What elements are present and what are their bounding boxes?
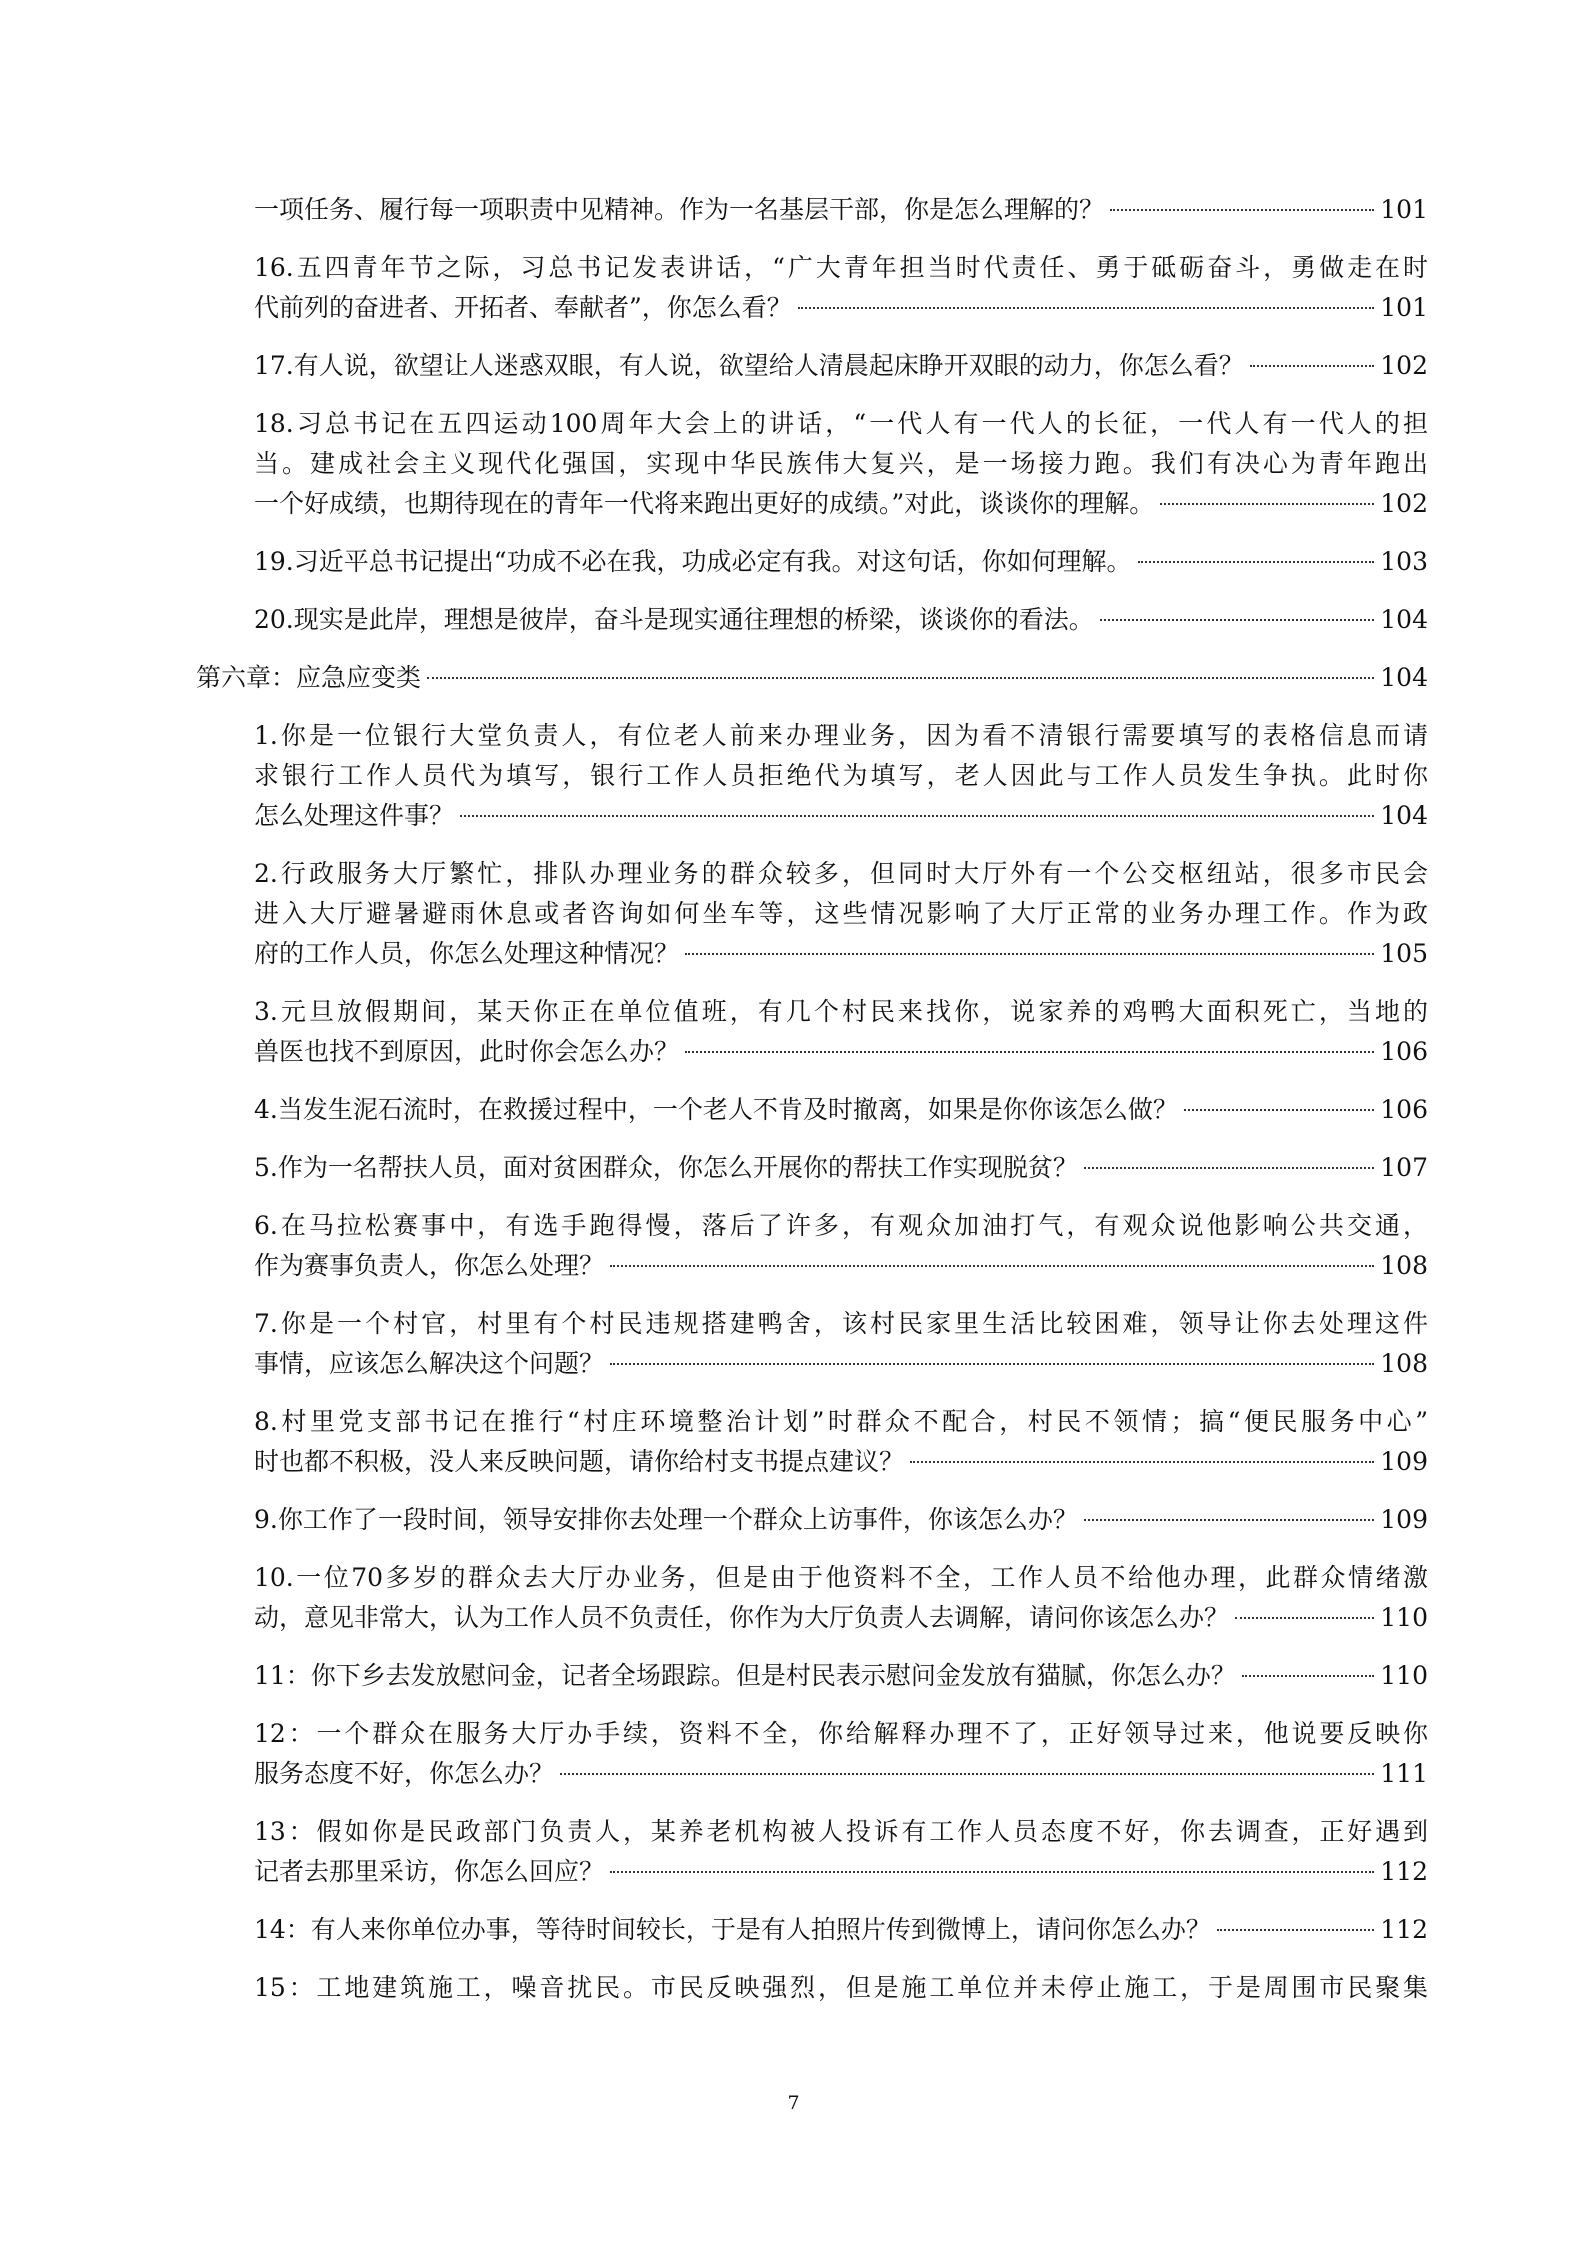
toc-page-number: 104 (1380, 605, 1428, 634)
toc-entry[interactable] (196, 1402, 1428, 1482)
toc-page-number: 112 (1380, 1915, 1428, 1944)
toc-entry-line: 一项任务、履行每一项职责中见精神。作为一名基层干部，你是怎么理解的？ (254, 195, 1105, 224)
toc-entry-line: 府的工作人员，你怎么处理这种情况？ (254, 939, 680, 968)
toc-entry-line: 17.有人说，欲望让人迷惑双眼，有人说，欲望给人清晨起床睁开双眼的动力，你怎么看？ (254, 351, 1244, 380)
toc-entry-line: 记者去那里采访，你怎么回应？ (254, 1857, 605, 1886)
toc-entry-last-line (254, 1598, 1428, 1638)
toc-page-number: 111 (1380, 1759, 1428, 1788)
toc-entry-line: 事情，应该怎么解决这个问题？ (254, 1349, 605, 1378)
dot-leader (560, 1773, 1374, 1775)
toc-entry-last-line (254, 484, 1428, 524)
dot-leader (910, 1461, 1374, 1463)
toc-entry-line: 9.你工作了一段时间，领导安排你去处理一个群众上访事件，你该怎么办？ (254, 1505, 1078, 1534)
toc-entry-line: 作为赛事负责人，你怎么处理？ (254, 1251, 605, 1280)
toc-entry[interactable] (196, 1304, 1428, 1384)
toc-entry-line: 2.行政服务大厅繁忙，排队办理业务的群众较多，但同时大厅外有一个公交枢纽站，很多市民会 (254, 859, 1428, 888)
toc-entry[interactable] (196, 1558, 1428, 1638)
toc-page-number: 106 (1380, 1095, 1428, 1124)
toc-chapter-entry[interactable] (196, 658, 1428, 698)
toc-entry-line: 一个好成绩，也期待现在的青年一代将来跑出更好的成绩。”对此，谈谈你的理解。 (254, 489, 1155, 518)
toc-entry-line: 1.你是一位银行大堂负责人，有位老人前来办理业务，因为看不清银行需要填写的表格信息而请 (254, 721, 1428, 750)
toc-entry-line: 13：假如你是民政部门负责人，某养老机构被人投诉有工作人员态度不好，你去调查，正好遇到 (254, 1817, 1428, 1846)
toc-entry[interactable] (196, 248, 1428, 328)
page-number: 7 (787, 2092, 800, 2114)
toc-entry[interactable] (196, 190, 1428, 230)
toc-entry-line: 18.习总书记在五四运动100周年大会上的讲话，“一代人有一代人的长征，一代人有一代人的担 (254, 409, 1428, 438)
toc-entry-last-line (254, 1442, 1428, 1482)
toc-entry[interactable] (196, 1090, 1428, 1130)
toc-entry-last-line (254, 1246, 1428, 1286)
toc-page-number: 106 (1380, 1037, 1428, 1066)
toc-entry[interactable] (196, 1812, 1428, 1892)
toc-entry-line: 第六章：应急应变类 (196, 663, 422, 692)
toc-page-number: 102 (1380, 489, 1428, 518)
toc-entry-line: 6.在马拉松赛事中，有选手跑得慢，落后了许多，有观众加油打气，有观众说他影响公共交通， (254, 1211, 1428, 1240)
toc-entry-last-line (196, 658, 1428, 698)
toc-page-number: 110 (1380, 1661, 1428, 1690)
toc-entry-last-line (254, 934, 1428, 974)
dot-leader (427, 677, 1374, 679)
toc-page-number: 108 (1380, 1349, 1428, 1378)
toc-entry-line: 3.元旦放假期间，某天你正在单位值班，有几个村民来找你，说家养的鸡鸭大面积死亡，当地的 (254, 997, 1428, 1026)
dot-leader (1217, 1929, 1374, 1931)
toc-entry-last-line (254, 600, 1428, 640)
dot-leader (1250, 365, 1375, 367)
dot-leader (1235, 1617, 1374, 1619)
dot-leader (685, 1051, 1374, 1053)
toc-entry-last-line (254, 190, 1428, 230)
dot-leader (1242, 1675, 1374, 1677)
toc-entry-line: 代前列的奋进者、开拓者、奉献者”，你怎么看？ (254, 293, 792, 322)
toc-entry[interactable] (196, 1910, 1428, 1950)
toc-entry-line: 5.作为一名帮扶人员，面对贫困群众，你怎么开展你的帮扶工作实现脱贫？ (254, 1153, 1078, 1182)
toc-entry[interactable] (196, 346, 1428, 386)
toc-entry-last-line (254, 1148, 1428, 1188)
toc-page-number: 110 (1380, 1603, 1428, 1632)
toc-entry-line: 4.当发生泥石流时，在救援过程中，一个老人不肯及时撤离，如果是你你该怎么做？ (254, 1095, 1178, 1124)
toc-entry-line: 动，意见非常大，认为工作人员不负责任，你作为大厅负责人去调解，请问你该怎么办？ (254, 1603, 1230, 1632)
toc-page-number: 107 (1380, 1153, 1428, 1182)
dot-leader (460, 815, 1374, 817)
toc-page-number: 105 (1380, 939, 1428, 968)
toc-entry-line: 进入大厅避暑避雨休息或者咨询如何坐车等，这些情况影响了大厅正常的业务办理工作。作为政 (254, 899, 1428, 928)
dot-leader (1084, 1167, 1374, 1169)
toc-entry-last-line (254, 796, 1428, 836)
toc-entry-line: 20.现实是此岸，理想是彼岸，奋斗是现实通往理想的桥梁，谈谈你的看法。 (254, 605, 1094, 634)
toc-page-number: 109 (1380, 1447, 1428, 1476)
toc-entry-last-line (254, 1656, 1428, 1696)
toc-entry-last-line (254, 542, 1428, 582)
dot-leader (1138, 561, 1375, 563)
toc-entry-line: 服务态度不好，你怎么办？ (254, 1759, 555, 1788)
toc-entry-line: 兽医也找不到原因，此时你会怎么办？ (254, 1037, 680, 1066)
toc-page-number: 103 (1380, 547, 1428, 576)
toc-page-number: 104 (1380, 801, 1428, 830)
toc-page-number: 112 (1380, 1857, 1428, 1886)
toc-page-number: 108 (1380, 1251, 1428, 1280)
dot-leader (1100, 619, 1375, 621)
toc-entry-line: 19.习近平总书记提出“功成不必在我，功成必定有我。对这句话，你如何理解。 (254, 547, 1132, 576)
toc-page-number: 109 (1380, 1505, 1428, 1534)
toc-entry[interactable] (196, 1206, 1428, 1286)
toc-entry[interactable] (196, 992, 1428, 1072)
toc-entry-last-line (254, 1344, 1428, 1384)
toc-entry[interactable] (196, 1148, 1428, 1188)
toc-entry-last-line (254, 346, 1428, 386)
dot-leader (685, 953, 1374, 955)
toc-entry[interactable] (196, 854, 1428, 974)
toc-entry-last-line (254, 1754, 1428, 1794)
toc-entry-line: 14：有人来你单位办事，等待时间较长，于是有人拍照片传到微博上，请问你怎么办？ (254, 1915, 1211, 1944)
toc-entry[interactable] (196, 542, 1428, 582)
toc-entry-last-line (254, 288, 1428, 328)
dot-leader (1184, 1109, 1374, 1111)
toc-entry-line: 当。建成社会主义现代化强国，实现中华民族伟大复兴，是一场接力跑。我们有决心为青年跑出 (254, 449, 1428, 478)
toc-entry[interactable] (196, 1968, 1428, 2008)
toc-entry-line: 8.村里党支部书记在推行“村庄环境整治计划”时群众不配合，村民不领情；搞“便民服务中心” (254, 1407, 1428, 1436)
toc-page-number: 101 (1380, 293, 1428, 322)
toc-entry-line: 11：你下乡去发放慰问金，记者全场跟踪。但是村民表示慰问金发放有猫腻，你怎么办？ (254, 1661, 1236, 1690)
toc-entry-last-line (254, 1090, 1428, 1130)
toc-entry[interactable] (196, 716, 1428, 836)
toc-page-number: 102 (1380, 351, 1428, 380)
toc-page-number: 101 (1380, 195, 1428, 224)
toc-entry-line: 时也都不积极，没人来反映问题，请你给村支书提点建议？ (254, 1447, 905, 1476)
toc-page-number: 104 (1380, 663, 1428, 692)
toc-entry-line: 7.你是一个村官，村里有个村民违规搭建鸭舍，该村民家里生活比较困难，领导让你去处理这件 (254, 1309, 1428, 1338)
dot-leader (610, 1871, 1374, 1873)
toc-entry-line: 15：工地建筑施工，噪音扰民。市民反映强烈，但是施工单位并未停止施工，于是周围市民聚集 (254, 1973, 1428, 2002)
toc-entry-last-line (254, 1910, 1428, 1950)
dot-leader (798, 307, 1374, 309)
toc-entry-line: 怎么处理这件事？ (254, 801, 455, 830)
dot-leader (610, 1363, 1374, 1365)
toc-entry-last-line (254, 1852, 1428, 1892)
toc-entry-last-line (254, 1500, 1428, 1540)
toc-entry[interactable] (196, 1714, 1428, 1794)
dot-leader (1160, 503, 1374, 505)
toc-entry-line: 10.一位70多岁的群众去大厅办业务，但是由于他资料不全，工作人员不给他办理，此群众情绪激 (254, 1563, 1428, 1592)
table-of-contents (196, 190, 1428, 2026)
dot-leader (610, 1265, 1374, 1267)
toc-entry[interactable] (196, 404, 1428, 524)
toc-entry[interactable] (196, 1500, 1428, 1540)
dot-leader (1110, 209, 1374, 211)
toc-entry[interactable] (196, 1656, 1428, 1696)
toc-entry[interactable] (196, 600, 1428, 640)
toc-entry-last-line (254, 1032, 1428, 1072)
toc-entry-line: 16.五四青年节之际，习总书记发表讲话，“广大青年担当时代责任、勇于砥砺奋斗，勇做走在时 (254, 253, 1428, 282)
dot-leader (1084, 1519, 1374, 1521)
toc-entry-line: 12：一个群众在服务大厅办手续，资料不全，你给解释办理不了，正好领导过来，他说要反映你 (254, 1719, 1428, 1748)
toc-entry-line: 求银行工作人员代为填写，银行工作人员拒绝代为填写，老人因此与工作人员发生争执。此时你 (254, 761, 1428, 790)
